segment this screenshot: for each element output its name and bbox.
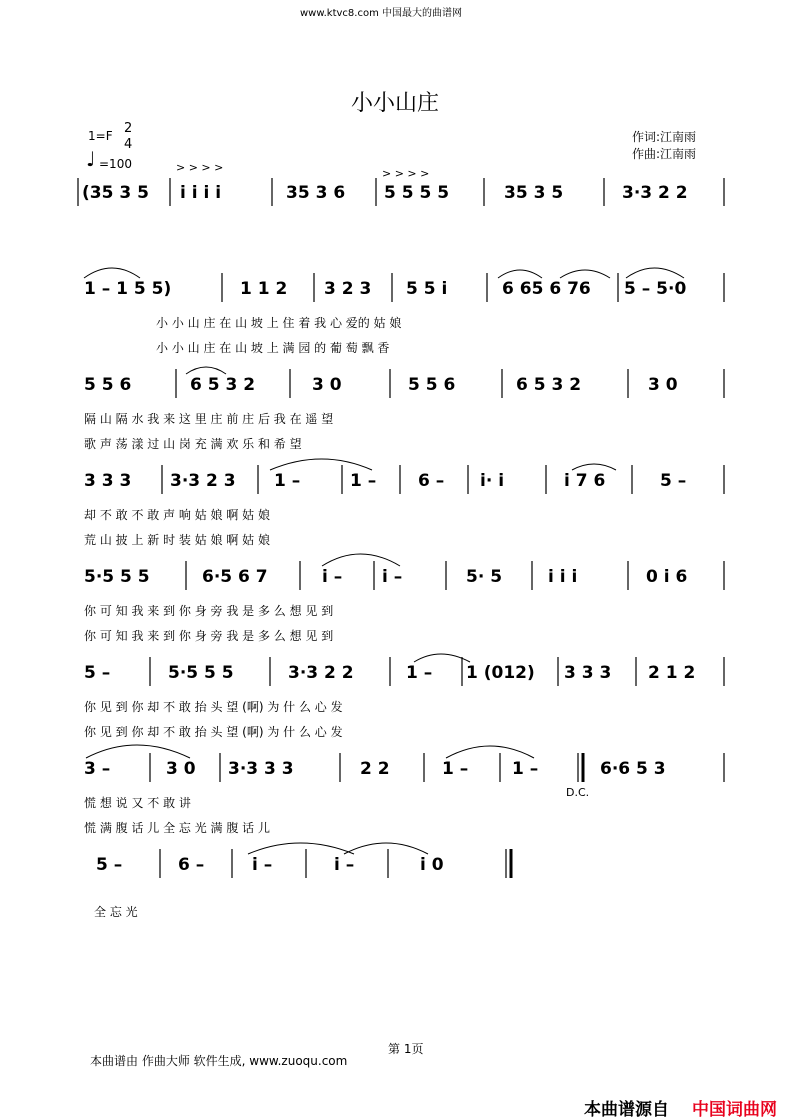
note-group: 1 –: [274, 471, 301, 491]
lyric-line: 你 可 知 我 来 到 你 身 旁 我 是 多 么 想 见 到: [84, 604, 334, 618]
footer-credit: 本曲谱由 作曲大师 软件生成, www.zuoqu.com: [90, 1054, 348, 1068]
note-group: 3·3 2 2: [288, 663, 354, 683]
dc-mark: D.C.: [566, 786, 590, 799]
note-group: 35 3 5: [504, 183, 564, 203]
lyrics: [84, 315, 401, 919]
note-group: i –: [382, 567, 403, 587]
note-group: i 7 6: [564, 471, 606, 491]
lyric-line: 小 小 山 庄 在 山 坡 上 满 园 的 葡 萄 飘 香: [156, 341, 390, 355]
note-group: 1 –: [350, 471, 377, 491]
note-group: 6·6 5 3: [600, 759, 666, 779]
note-group: 3 –: [84, 759, 111, 779]
note-group: 5 – 5·0: [624, 279, 687, 299]
note-group: 2 1 2: [648, 663, 696, 683]
lyric-line: 你 见 到 你 却 不 敢 抬 头 望 (啊) 为 什 么 心 发: [84, 725, 343, 739]
note-group: 3 3 3: [84, 471, 132, 491]
note-group: 3 0: [312, 375, 342, 395]
lyric-line: 却 不 敢 不 敢 声 响 姑 娘 啊 姑 娘: [84, 508, 270, 522]
quarter-note-icon: ♩: [86, 147, 96, 171]
notes-row-8: [96, 855, 444, 875]
note-group: 6 5 3 2: [516, 375, 582, 395]
note-group: 3 3 3: [564, 663, 612, 683]
note-group: 5·5 5 5: [168, 663, 234, 683]
site-header: www.ktvc8.com 中国最大的曲谱网: [300, 8, 463, 19]
brand-left: 本曲谱源自: [584, 1100, 669, 1120]
note-group: 5 5 i: [406, 279, 448, 299]
note-group: 5· 5: [466, 567, 503, 587]
lyric-line: 你 见 到 你 却 不 敢 抬 头 望 (啊) 为 什 么 心 发: [84, 700, 343, 714]
note-group: i· i: [480, 471, 505, 491]
notes-row-3: [84, 375, 678, 395]
note-group: 5 5 6: [84, 375, 132, 395]
key-signature: 1=F: [88, 129, 113, 143]
note-group: 5 5 5 5: [384, 183, 450, 203]
note-group: 3 0: [648, 375, 678, 395]
time-sig-bottom: 4: [124, 137, 133, 152]
song-title: 小小山庄: [350, 91, 439, 116]
note-group: 1 –: [406, 663, 433, 683]
composer: 作曲:江南雨: [632, 147, 697, 161]
note-group: 3·3 2 3: [170, 471, 236, 491]
note-group: i 0: [420, 855, 444, 875]
note-group: 3 2 3: [324, 279, 372, 299]
lyric-line: 慌 满 腹 话 儿 全 忘 光 满 腹 话 儿: [84, 821, 270, 835]
svg-text:> > > >: > > > >: [176, 161, 224, 174]
lyric-line: 全 忘 光: [94, 905, 138, 919]
lyricist: 作词:江南雨: [632, 130, 697, 144]
note-group: 1 (012): [466, 663, 535, 683]
note-group: 2 2: [360, 759, 390, 779]
note-group: (35 3 5: [82, 183, 149, 203]
note-group: 1 –: [512, 759, 539, 779]
note-group: 0 i 6: [646, 567, 688, 587]
note-group: 1 1 2: [240, 279, 288, 299]
note-group: 3 0: [166, 759, 196, 779]
note-group: 5 –: [84, 663, 111, 683]
tempo: =100: [99, 157, 132, 171]
note-group: 6 –: [178, 855, 205, 875]
notes-row-2: [84, 279, 686, 299]
note-group: 5 –: [660, 471, 687, 491]
lyric-line: 歌 声 荡 漾 过 山 岗 充 满 欢 乐 和 希 望: [84, 437, 302, 451]
note-group: 5 5 6: [408, 375, 456, 395]
note-group: 6·5 6 7: [202, 567, 268, 587]
note-group: 5 –: [96, 855, 123, 875]
note-group: i i i i: [180, 183, 222, 203]
note-group: 3·3 2 2: [622, 183, 688, 203]
lyric-line: 慌 想 说 又 不 敢 讲: [84, 796, 191, 810]
note-group: 6 –: [418, 471, 445, 491]
lyric-line: 小 小 山 庄 在 山 坡 上 住 着 我 心 爱的 姑 娘: [156, 316, 402, 330]
page-number: 第 1页: [388, 1042, 424, 1056]
notes-row-1: [82, 183, 688, 203]
note-group: 1 – 1 5 5): [84, 279, 172, 299]
brand-right: 中国词曲网: [692, 1100, 777, 1120]
note-group: i i i: [548, 567, 578, 587]
notes-row-4: [84, 471, 686, 491]
note-group: 1 –: [442, 759, 469, 779]
note-group: i –: [322, 567, 343, 587]
lyric-line: 隔 山 隔 水 我 来 这 里 庄 前 庄 后 我 在 遥 望: [84, 412, 334, 426]
notes-row-5: [84, 567, 687, 587]
lyric-line: 荒 山 披 上 新 时 装 姑 娘 啊 姑 娘: [84, 533, 270, 547]
note-group: 3·3 3 3: [228, 759, 294, 779]
note-group: 6 5 3 2: [190, 375, 256, 395]
accent-marks: [176, 161, 429, 180]
note-group: i –: [334, 855, 355, 875]
note-group: 6 65 6 76: [502, 279, 591, 299]
note-group: i –: [252, 855, 273, 875]
note-group: 35 3 6: [286, 183, 346, 203]
note-group: 5·5 5 5: [84, 567, 150, 587]
lyric-line: 你 可 知 我 来 到 你 身 旁 我 是 多 么 想 见 到: [84, 629, 334, 643]
time-sig-top: 2: [124, 121, 133, 136]
svg-text:> > > >: > > > >: [382, 167, 430, 180]
